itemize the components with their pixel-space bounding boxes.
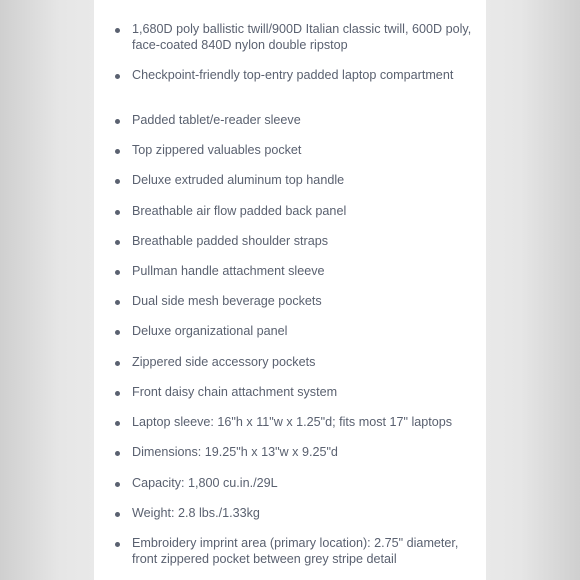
bullet-icon xyxy=(115,330,120,335)
bullet-icon xyxy=(115,512,120,517)
feature-text: Weight: 2.8 lbs./1.33kg xyxy=(132,506,260,520)
bullet-icon xyxy=(115,542,120,547)
feature-text: Breathable air flow padded back panel xyxy=(132,204,347,218)
bullet-icon xyxy=(115,482,120,487)
feature-text: Deluxe extruded aluminum top handle xyxy=(132,173,345,187)
bullet-icon xyxy=(115,451,120,456)
feature-text: Pullman handle attachment sleeve xyxy=(132,264,325,278)
feature-text: Front daisy chain attachment system xyxy=(132,385,338,399)
feature-text: Dimensions: 19.25"h x 13"w x 9.25"d xyxy=(132,445,338,459)
bullet-icon xyxy=(115,74,120,79)
bullet-icon xyxy=(115,391,120,396)
feature-text: Laptop sleeve: 16"h x 11"w x 1.25"d; fits most 17" laptops xyxy=(132,415,453,429)
feature-text: 1,680D poly ballistic twill/900D Italian classic twill, 600D poly, face-coated 840D nylon double ripstop xyxy=(132,22,472,52)
feature-text: Padded tablet/e-reader sleeve xyxy=(132,113,301,127)
bullet-icon xyxy=(115,119,120,124)
bullet-icon xyxy=(115,270,120,275)
product-details-panel xyxy=(94,0,486,580)
feature-text: Dual side mesh beverage pockets xyxy=(132,294,322,308)
bullet-icon xyxy=(115,210,120,215)
bullet-icon xyxy=(115,149,120,154)
bullet-icon xyxy=(115,28,120,33)
feature-text: Capacity: 1,800 cu.in./29L xyxy=(132,476,278,490)
section-heading-clipped xyxy=(132,0,202,2)
bullet-icon xyxy=(115,179,120,184)
feature-text: Embroidery imprint area (primary location): 2.75" diameter, front zippered pocket between grey stripe detail xyxy=(132,536,459,566)
feature-text: Deluxe organizational panel xyxy=(132,324,288,338)
feature-text: Zippered side accessory pockets xyxy=(132,355,316,369)
bullet-icon xyxy=(115,421,120,426)
feature-text: Checkpoint-friendly top-entry padded laptop compartment xyxy=(132,68,454,82)
bullet-icon xyxy=(115,300,120,305)
bullet-icon xyxy=(115,361,120,366)
feature-text: Breathable padded shoulder straps xyxy=(132,234,329,248)
bullet-icon xyxy=(115,240,120,245)
feature-text: Top zippered valuables pocket xyxy=(132,143,302,157)
